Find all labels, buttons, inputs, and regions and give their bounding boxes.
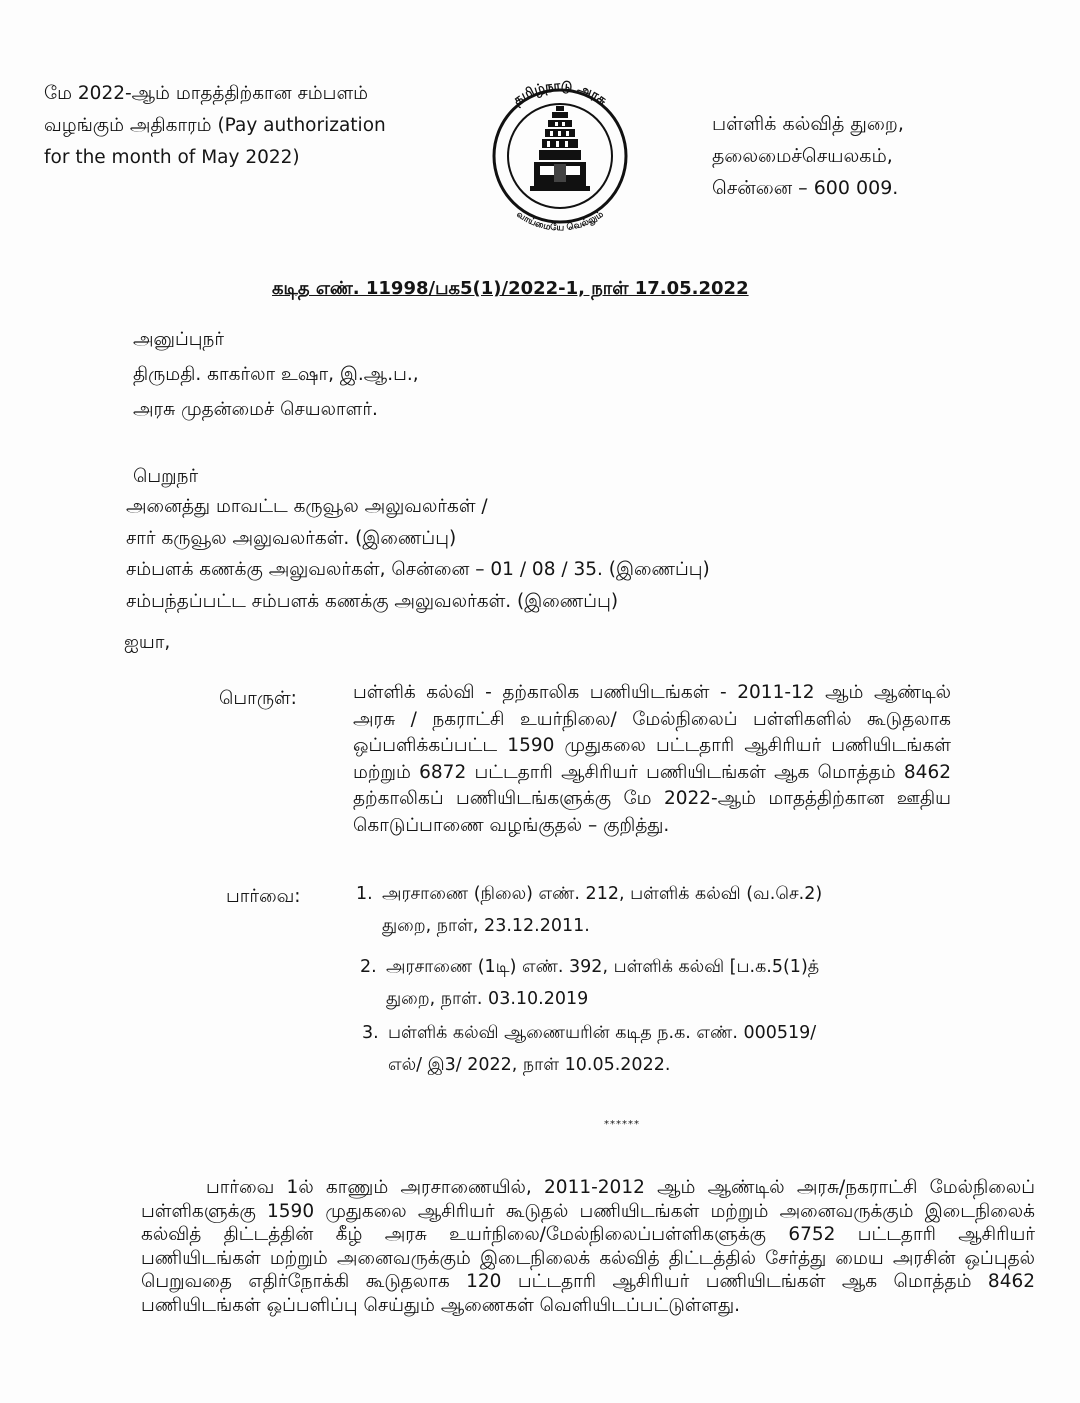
heading-line: for the month of May 2022) [44,147,300,168]
reference-line: அரசாணை (1டி) எண். 392, பள்ளிக் கல்வி [ப.க.5(1)த் [386,957,820,977]
reference-line: துறை, நாள், 23.12.2011. [382,916,590,936]
heading-line: வழங்கும் அதிகாரம் (Pay authorization [44,115,386,136]
reference-number: 3. [362,1023,379,1043]
recipient-line: சார் கருவூல அலுவலர்கள். (இணைப்பு) [126,527,457,549]
address-line: பள்ளிக் கல்வித் துறை, [712,113,904,135]
emblem-top-text: தமிழ்நாடு அரசு [510,78,610,109]
address-line: தலைமைச்செயலகம், [712,145,893,167]
department-address [712,108,904,204]
sender-block [133,322,419,427]
reference-line: எல்/ இ3/ 2022, நாள் 10.05.2022. [388,1055,671,1075]
sender-designation: அரசு முதன்மைச் செயலாளர். [133,399,378,420]
recipient-line: சம்பளக் கணக்கு அலுவலர்கள், சென்னை – 01 / 08 / 35. (இணைப்பு) [126,559,710,580]
section-separator: ****** [604,1119,640,1130]
sender-name: திருமதி. காகர்லா உஷா, இ.ஆ.ப., [133,364,419,385]
tamil-nadu-emblem [470,68,650,248]
recipient-block [126,491,710,617]
recipient-title: பெறுநர் [133,466,199,487]
subject-text: பள்ளிக் கல்வி - தற்காலிக பணியிடங்கள் - 2011-12 ஆம் ஆண்டில் அரசு / நகராட்சி உயர்நிலை/ மேல்நிலைப் பள்ளிகளில் கூடுதலாக ஒப்பளிக்கப்பட்ட 1590 முதுகலை பட்டதாரி ஆசிரியர் பணியிடங்கள் மற்றும் 6872 பட்டதாரி ஆசிரியர் பணியிடங்கள் ஆக மொத்தம் 8462 தற்காலிகப் பணியிடங்களுக்கு மே 2022-ஆம் மாதத்திற்கான ஊதிய கொடுப்பாணை வழங்குதல் – குறித்து. [353,682,951,836]
recipient-line: சம்பந்தப்பட்ட சம்பளக் கணக்கு அலுவலர்கள். (இணைப்பு) [126,590,619,612]
reference-line: பள்ளிக் கல்வி ஆணையரின் கடித ந.க. எண். 000519/ [388,1023,817,1043]
reference-item [362,1017,816,1081]
reference-line: அரசாணை (நிலை) எண். 212, பள்ளிக் கல்வி (வ.செ.2) [382,884,823,904]
address-line: சென்னை – 600 009. [712,177,899,199]
reference-item [360,951,819,1015]
subject-label: பொருள்: [219,688,297,709]
emblem-motto: வாய்மையே வெல்லும் [514,209,606,234]
heading-line: மே 2022-ஆம் மாதத்திற்கான சம்பளம் [44,83,369,104]
reference-number: 1. [356,884,373,904]
letter-number: கடித எண். 11998/பக5(1)/2022-1, நாள் 17.05.2022 [272,278,749,299]
reference-line: துறை, நாள். 03.10.2019 [386,989,589,1009]
body-paragraph: பார்வை 1ல் காணும் அரசாணையில், 2011-2012 ஆம் ஆண்டில் அரசு/நகராட்சி மேல்நிலைப் பள்ளிகளுக்கு 1590 முதுகலை ஆசிரியர் கூடுதல் பணியிடங்கள் மற்றும் அனைவருக்கும் இடைநிலைக் கல்வித் திட்டத்தின் கீழ் அரசு உயர்நிலை/மேல்நிலைப்பள்ளிகளுக்கு 6752 பட்டதாரி ஆசிரியர் பணியிடங்கள் மற்றும் அனைவருக்கும் இடைநிலைக் கல்வித் திட்டத்தில் சேர்த்து மைய அரசின் ஒப்புதல் பெறுவதை எதிர்நோக்கி கூடுதலாக 120 பட்டதாரி ஆசிரியர் பணியிடங்கள் ஆக மொத்தம் 8462 பணியிடங்கள் ஒப்பளிப்பு செய்தும் ஆணைகள் வெளியிடப்பட்டுள்ளது. [141,1177,1035,1316]
reference-item [356,878,822,942]
pay-authorization-heading [44,78,386,174]
sender-title: அனுப்புநர் [133,329,225,350]
reference-number: 2. [360,957,377,977]
recipient-line: அனைத்து மாவட்ட கருவூல அலுவலர்கள் / [126,496,488,517]
reference-label: பார்வை: [226,886,301,907]
salutation: ஐயா, [124,632,171,653]
